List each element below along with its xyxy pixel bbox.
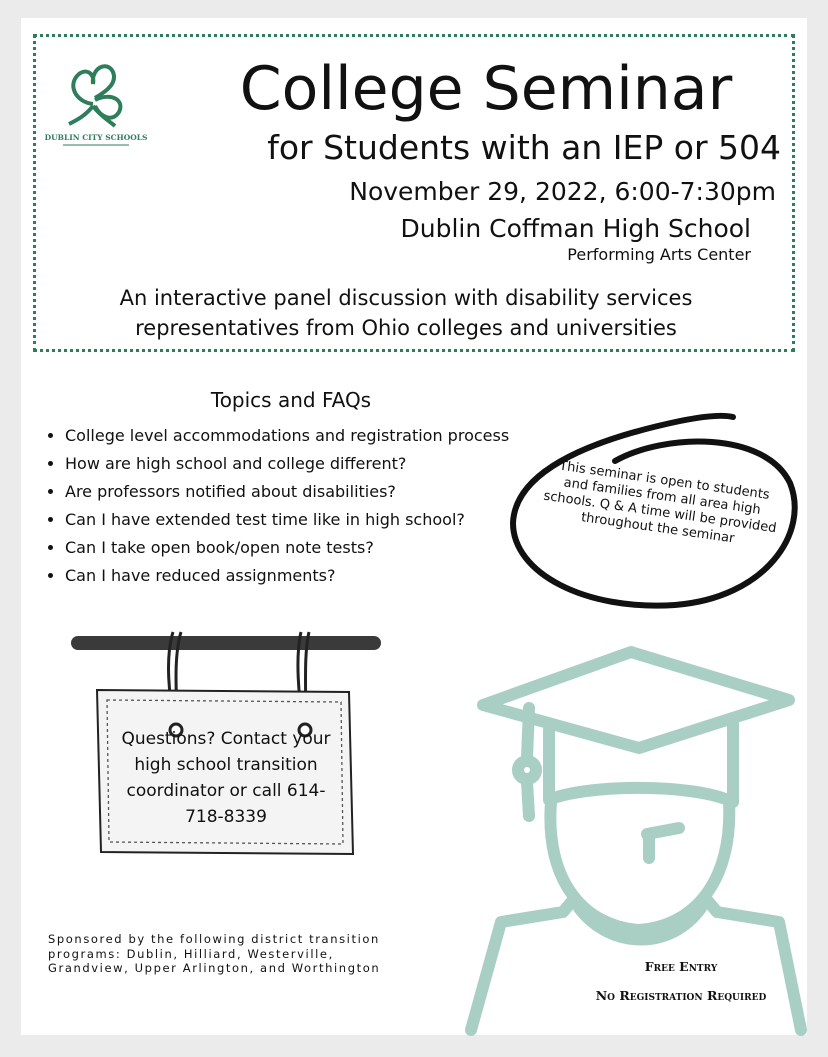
topics-heading: Topics and FAQs: [210, 388, 372, 412]
sign-text: Questions? Contact your high school transition coordinator or call 614-718-8339: [121, 729, 331, 827]
event-venue: Dublin Coffman High School: [400, 214, 751, 243]
event-venue-sub: Performing Arts Center: [567, 245, 751, 264]
event-date: November 29, 2022, 6:00-7:30pm: [349, 177, 776, 206]
topics-list: [45, 422, 509, 590]
list-item: • Can I have extended test time like in high school?: [65, 506, 509, 534]
list-item: • Can I have reduced assignments?: [65, 562, 509, 590]
page-title: College Seminar: [239, 54, 733, 124]
callout-text: This seminar is open to students and families from all area high schools. Q & A time will be provided throughout the seminar: [542, 458, 778, 547]
no-registration-label: No Registration Required: [595, 988, 767, 1003]
event-description: An interactive panel discussion with disability services representatives from Ohio colleges and universities: [119, 286, 693, 340]
page-subtitle: for Students with an IEP or 504: [267, 128, 781, 167]
entry-info: [581, 952, 781, 1010]
logo-text: DUBLIN CITY SCHOOLS: [44, 133, 148, 142]
list-item: • Can I take open book/open note tests?: [65, 534, 509, 562]
sponsor-text: Sponsored by the following district transition programs: Dublin, Hilliard, Westerville, Grandview, Upper Arlington, and Worthington: [48, 932, 381, 975]
list-item: • College level accommodations and registration process: [65, 422, 509, 450]
free-entry-label: Free Entry: [644, 959, 718, 974]
list-item: • Are professors notified about disabilities?: [65, 478, 509, 506]
district-logo: [44, 54, 148, 154]
list-item: • How are high school and college different?: [65, 450, 509, 478]
shamrock-logo-icon: [44, 54, 148, 154]
flyer-page: [21, 18, 807, 1035]
